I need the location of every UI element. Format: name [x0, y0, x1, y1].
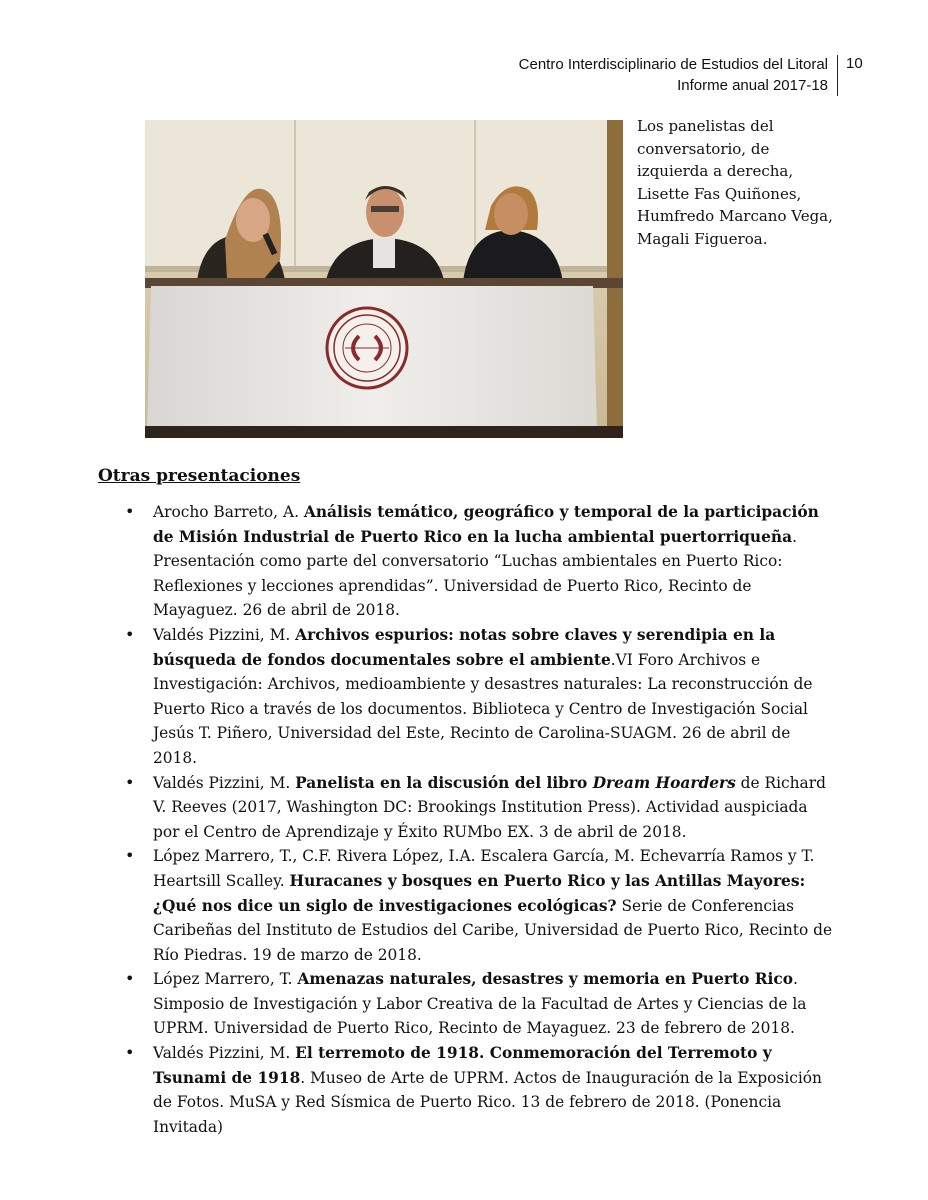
item-title: Amenazas naturales, desastres y memoria en Puerto Rico	[297, 970, 793, 989]
item-title: El terremoto de 1918. Conmemoración del Terremoto y Tsunami de 1918	[153, 1044, 772, 1087]
section-title: Otras presentaciones	[98, 466, 301, 486]
item-details: . Museo de Arte de UPRM. Actos de Inauguración de la Exposición de Fotos. MuSA y Red Sísmica de Puerto Rico. 13 de febrero de 2018. (Ponencia Invitada)	[153, 1068, 822, 1136]
university-seal-logo	[327, 308, 407, 388]
item-details: Serie de Conferencias Caribeñas del Instituto de Estudios del Caribe, Universidad de Puerto Rico, Recinto de Río Piedras. 19 de marzo de 2018.	[153, 896, 833, 964]
item-book-title: Dream Hoarders	[592, 773, 736, 792]
item-title: Panelista en la discusión del libro	[295, 773, 593, 792]
item-authors: Valdés Pizzini, M.	[153, 625, 296, 644]
header-divider	[837, 55, 838, 96]
header-report-title: Informe anual 2017-18	[677, 77, 828, 94]
list-item	[153, 500, 833, 623]
panel-photo-image	[145, 120, 623, 438]
item-title: Análisis temático, geográfico y temporal de la participación de Misión Industrial de Puerto Rico en la lucha ambiental puertorriqueña	[153, 503, 819, 546]
page-header	[519, 54, 828, 96]
panel-photo	[145, 120, 623, 438]
presentations-list	[153, 500, 833, 1139]
item-details: .VI Foro Archivos e Investigación: Archivos, medioambiente y desastres naturales: La reconstrucción de Puerto Rico a través de los documentos. Biblioteca y Centro de Investigación Social Jesús T. Piñero, Universidad del Este, Recinto de Carolina-SUAGM. 26 de abril de 2018.	[153, 650, 813, 767]
list-item	[153, 967, 833, 1041]
photo-caption: Los panelistas del conversatorio, de izquierda a derecha, Lisette Fas Quiñones, Humfredo Marcano Vega, Magali Figueroa.	[637, 117, 833, 248]
item-authors: López Marrero, T.	[153, 970, 298, 989]
list-item	[153, 623, 833, 771]
item-details: de Richard V. Reeves (2017, Washington DC: Brookings Institution Press). Actividad auspiciada por el Centro de Aprendizaje y Éxito RUMbo EX. 3 de abril de 2018.	[153, 773, 826, 841]
item-authors: López Marrero, T., C.F. Rivera López, I.A. Escalera García, M. Echevarría Ramos y T. Heartsill Scalley.	[153, 847, 815, 890]
list-item	[153, 771, 833, 845]
item-authors: Valdés Pizzini, M.	[153, 773, 296, 792]
header-institution: Centro Interdisciplinario de Estudios del Litoral	[518, 56, 828, 73]
item-title: Huracanes y bosques en Puerto Rico y las Antillas Mayores: ¿Qué nos dice un siglo de investigaciones ecológicas?	[153, 871, 806, 915]
item-title: Archivos espurios: notas sobre claves y serendipia en la búsqueda de fondos documentales sobre el ambiente	[153, 625, 776, 669]
list-item	[153, 844, 833, 967]
list-item	[153, 1041, 833, 1139]
item-details: . Simposio de Investigación y Labor Creativa de la Facultad de Artes y Ciencias de la UPRM. Universidad de Puerto Rico, Recinto de Mayaguez. 23 de febrero de 2018.	[153, 970, 807, 1038]
item-details: . Presentación como parte del conversatorio “Luchas ambientales en Puerto Rico: Reflexiones y lecciones aprendidas”. Universidad de Puerto Rico, Recinto de Mayaguez. 26 de abril de 2018.	[153, 527, 797, 620]
item-authors: Arocho Barreto, A.	[153, 503, 304, 521]
page-number: 10	[846, 55, 863, 72]
item-authors: Valdés Pizzini, M.	[153, 1044, 296, 1063]
